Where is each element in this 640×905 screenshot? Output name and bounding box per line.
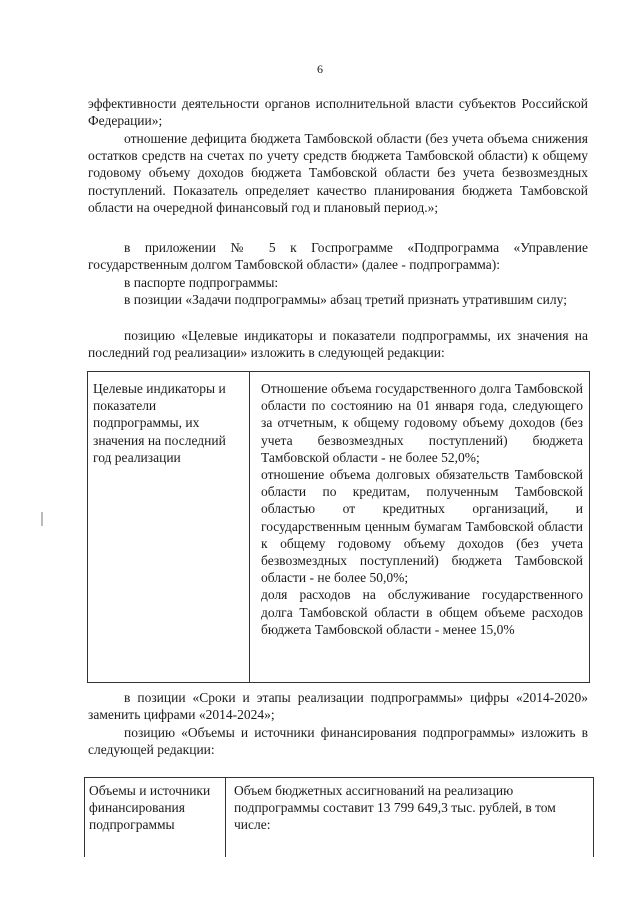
table2-label: Объемы и источники финансирования подпрограммы bbox=[85, 778, 226, 858]
page-number: 6 bbox=[317, 62, 323, 76]
table1-label: Целевые индикаторы и показатели подпрограммы, их значения на последний год реализации bbox=[88, 372, 250, 683]
paragraph-target-indicators: позицию «Целевые индикаторы и показатели подпрограммы, их значения на последний год реализации» изложить в следующей редакции: bbox=[88, 328, 588, 361]
paragraph-passport: в паспорте подпрограммы: bbox=[124, 275, 279, 290]
paragraph-deficit-ratio: отношение дефицита бюджета Тамбовской области (без учета объема снижения остатков средств на счетах по учету средств бюджета Тамбовской области) к общему годовому объему доходов бюджета Тамбовской области без учета безвозмездных поступлений. Показатель определяет качество планирования бюджета Тамбовской области на очередной финансовый год и плановый период.»; bbox=[88, 131, 588, 215]
paragraph-appendix-5: в приложении № 5 к Госпрограмме «Подпрограмма «Управление государственным долгом Тамбовской области» (далее - подпрограмма): bbox=[88, 240, 588, 273]
indicator-item: отношение объема долговых обязательств Тамбовской области по кредитам, полученным Тамбовской областью от кредитных организаций, и государственным ценным бумагам Тамбовской области к общему годовому объему доходов (без учета безвозмездных поступлений) бюджета Тамбовской области - не более 50,0%; bbox=[261, 467, 583, 586]
target-indicators-table bbox=[87, 371, 590, 683]
paragraph-continuation: эффективности деятельности органов исполнительной власти субъектов Российской Федерации»; bbox=[88, 96, 588, 129]
paragraph-financing: позицию «Объемы и источники финансирования подпрограммы» изложить в следующей редакции: bbox=[88, 725, 588, 758]
table2-content: Объем бюджетных ассигнований на реализацию подпрограммы составит 13 799 649,3 тыс. рублей, в том числе: bbox=[226, 778, 594, 858]
indicator-item: Отношение объема государственного долга Тамбовской области по состоянию на 01 января года, следующего за отчетным, к общему годовому объему доходов (без учета безвозмездных поступлений) бюджета Тамбовской области - не более 52,0%; bbox=[261, 381, 583, 465]
paragraph-terms: в позиции «Сроки и этапы реализации подпрограммы» цифры «2014-2020» заменить цифрами «2014-2024»; bbox=[88, 690, 588, 723]
margin-mark bbox=[41, 512, 43, 526]
paragraph-tasks: в позиции «Задачи подпрограммы» абзац третий признать утратившим силу; bbox=[124, 292, 567, 307]
table1-content bbox=[250, 372, 590, 683]
indicator-item: доля расходов на обслуживание государственного долга Тамбовской области в общем объеме расходов бюджета Тамбовской области - менее 15,0% bbox=[261, 587, 583, 637]
financing-table bbox=[84, 777, 594, 857]
